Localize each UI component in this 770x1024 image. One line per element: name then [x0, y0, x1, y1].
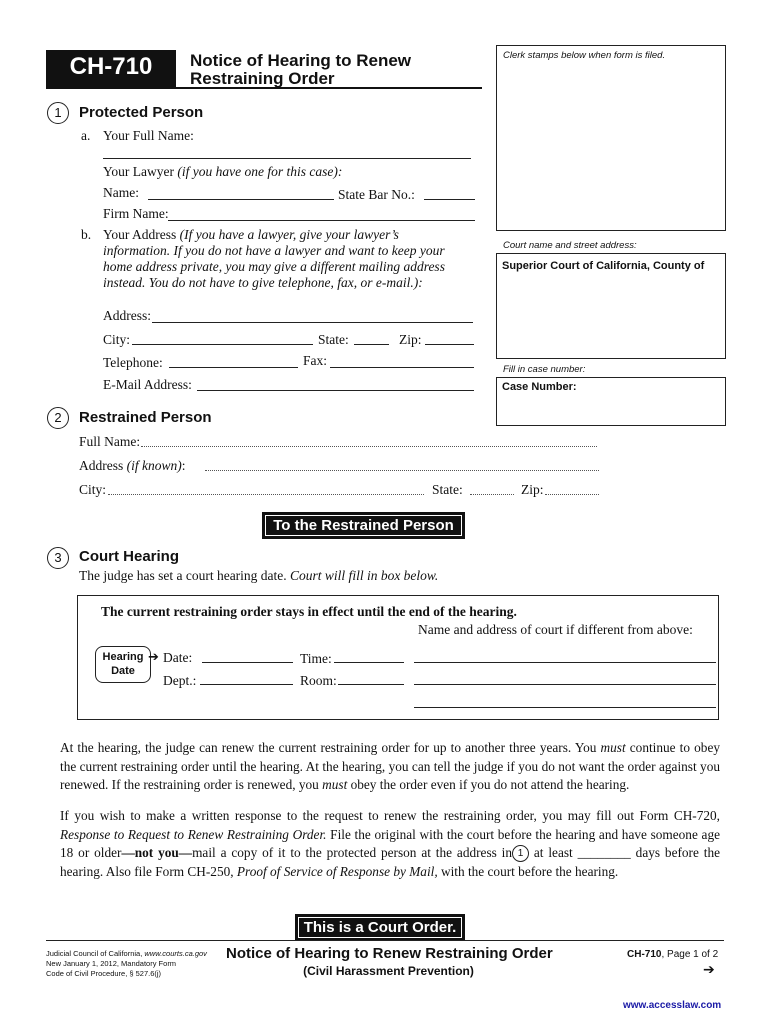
firm-name-label: Firm Name:: [103, 206, 169, 221]
hearing-time-field[interactable]: [334, 662, 404, 663]
restrained-state-label: State:: [432, 482, 463, 497]
email-field[interactable]: [197, 390, 474, 391]
city-field[interactable]: [132, 344, 313, 345]
website-link[interactable]: www.accesslaw.com: [623, 1000, 722, 1011]
hearing-date-tag: Hearing Date: [95, 646, 151, 683]
court-if-different-label: Name and address of court if different from above:: [418, 622, 693, 637]
lawyer-name-field[interactable]: [148, 199, 334, 200]
restrained-zip-field[interactable]: [545, 494, 599, 495]
court-hearing-intro: The judge has set a court hearing date. Court will fill in box below.: [79, 568, 439, 583]
restrained-address-field[interactable]: [205, 470, 599, 471]
form-title-line1: Notice of Hearing to Renew: [190, 51, 412, 70]
fax-field[interactable]: [330, 367, 474, 368]
case-label: Fill in case number:: [503, 364, 586, 375]
court-address-line-3[interactable]: [414, 707, 716, 708]
court-label: Court name and street address:: [503, 240, 637, 251]
zip-field[interactable]: [425, 344, 474, 345]
court-address-line-2[interactable]: [414, 684, 716, 685]
footer-subtitle: (Civil Harassment Prevention): [303, 964, 474, 978]
section-2-title: Restrained Person: [79, 409, 212, 426]
restrained-state-field[interactable]: [470, 494, 514, 495]
fax-label: Fax:: [303, 353, 328, 368]
restrained-full-name-label: Full Name:: [79, 434, 141, 449]
section-1-reference: 1: [512, 845, 529, 862]
zip-label: Zip:: [399, 332, 422, 347]
your-address-instructions: Your Address (If you have a lawyer, give your lawyer’s information. If you do not have a lawyer and want to keep your home address private, you may give a different mailing address instead. You do not have to give telephone, fax, or e-mail.):: [103, 227, 445, 290]
footer-title: Notice of Hearing to Renew Restraining Order: [226, 945, 553, 962]
footer-council: Judicial Council of California, www.courts.ca.gov New January 1, 2012, Mandatory Form Code of Civil Procedure, § 527.6(j): [46, 949, 207, 978]
hearing-date-field[interactable]: [202, 662, 293, 663]
lawyer-label: Your Lawyer (if you have one for this case):: [103, 164, 343, 179]
firm-name-field[interactable]: [168, 220, 475, 221]
restrained-city-label: City:: [79, 482, 107, 497]
item-a-letter: a.: [81, 128, 91, 143]
section-3-number: 3: [47, 547, 69, 569]
hearing-paragraph: At the hearing, the judge can renew the current restraining order for up to another three years. You must continue to obey the current restraining order until the hearing. At the hearing, you can tell the judge if you do not want the order against you renewed. If the restraining order is renewed, you must obey the order even if you do not attend the hearing.: [60, 740, 720, 792]
hearing-room-field[interactable]: [338, 684, 404, 685]
form-title-line2: Restraining Order: [190, 69, 335, 88]
title-rule: [46, 87, 482, 89]
section-1-title: Protected Person: [79, 104, 204, 121]
court-address-line-1[interactable]: [414, 662, 716, 663]
email-label: E-Mail Address:: [103, 377, 192, 392]
arrow-icon: ➔: [148, 650, 159, 665]
restrained-address-label: Address (if known):: [79, 458, 186, 473]
hearing-time-label: Time:: [300, 651, 332, 666]
case-number-label: Case Number:: [502, 381, 577, 393]
to-restrained-person-banner: To the Restrained Person: [262, 512, 465, 539]
footer-rule: [46, 940, 724, 941]
restrained-zip-label: Zip:: [521, 482, 544, 497]
address-label: Address:: [103, 308, 151, 323]
section-3-title: Court Hearing: [79, 548, 180, 565]
city-label: City:: [103, 332, 131, 347]
hearing-dept-field[interactable]: [200, 684, 293, 685]
clerk-note: Clerk stamps below when form is filed.: [503, 50, 666, 61]
address-field[interactable]: [152, 322, 473, 323]
state-bar-field[interactable]: [424, 199, 475, 200]
hearing-dept-label: Dept.:: [163, 673, 197, 688]
state-field[interactable]: [354, 344, 389, 345]
court-name: Superior Court of California, County of: [502, 260, 705, 272]
next-page-arrow-icon: ➔: [703, 962, 715, 978]
restrained-city-field[interactable]: [108, 494, 424, 495]
telephone-label: Telephone:: [103, 355, 163, 370]
footer-page: CH-710, Page 1 of 2: [627, 949, 719, 960]
full-name-field[interactable]: [103, 158, 471, 159]
section-1-number: 1: [47, 102, 69, 124]
response-paragraph: If you wish to make a written response to the request to renew the restraining order, you may fill out Form CH-720, Response to Request to Renew Restraining Order. File the original with the court before the hearing and have someone age 18 or older—not you—mail a copy of it to the protected person at the address in 1 at least ________ days before the hearing. Also file Form CH-250, Proof of Service of Response by Mail, with the court before the hearing.: [60, 808, 720, 879]
item-b-letter: b.: [81, 227, 92, 242]
hearing-box-heading: The current restraining order stays in effect until the end of the hearing.: [101, 604, 517, 619]
section-2-number: 2: [47, 407, 69, 429]
lawyer-name-label: Name:: [103, 185, 139, 200]
full-name-label: Your Full Name:: [103, 128, 194, 143]
form-id: CH-710: [69, 53, 153, 80]
restrained-full-name-field[interactable]: [141, 446, 597, 447]
hearing-room-label: Room:: [300, 673, 337, 688]
form-id-badge: [46, 50, 176, 88]
court-order-banner: This is a Court Order.: [295, 914, 465, 941]
state-bar-label: State Bar No.:: [338, 187, 415, 202]
clerk-stamp-box: [496, 45, 726, 231]
hearing-date-label: Date:: [163, 650, 193, 665]
state-label: State:: [318, 332, 349, 347]
telephone-field[interactable]: [169, 367, 298, 368]
